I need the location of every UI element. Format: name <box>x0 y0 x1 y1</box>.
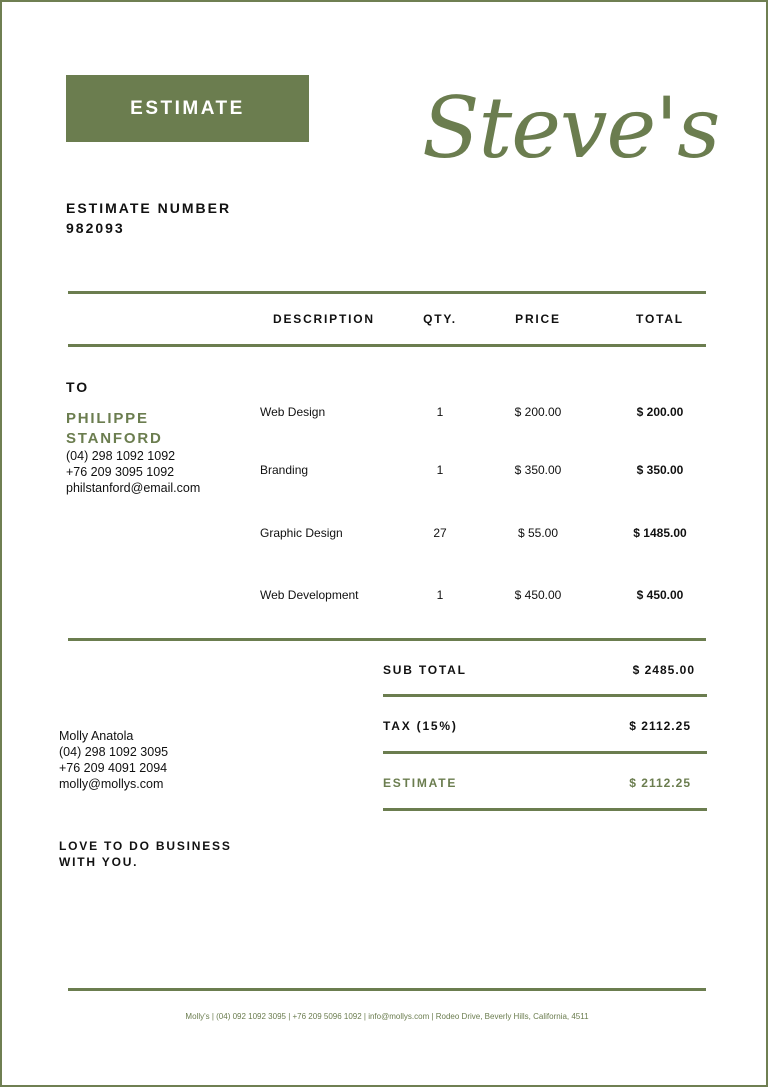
table-header-rule <box>68 344 706 347</box>
row-total: $ 350.00 <box>636 463 684 477</box>
estimate-badge: ESTIMATE <box>66 75 309 142</box>
estimate-total-rule <box>383 808 707 811</box>
row-price: $ 450.00 <box>514 588 562 602</box>
client-email: philstanford@email.com <box>66 481 201 495</box>
tax-rule <box>383 751 707 754</box>
row-qty: 1 <box>436 463 444 477</box>
client-phone-2: +76 209 3095 1092 <box>66 465 175 479</box>
sender-phone-2: +76 209 4091 2094 <box>59 761 168 775</box>
table-bottom-rule <box>68 638 706 641</box>
sender-email: molly@mollys.com <box>59 777 164 791</box>
tax-label: TAX (15%) <box>383 719 458 733</box>
estimate-number: 982093 <box>66 220 125 236</box>
row-price: $ 350.00 <box>514 463 562 477</box>
column-header-description: DESCRIPTION <box>273 312 375 326</box>
row-price: $ 55.00 <box>517 526 559 540</box>
footer-rule <box>68 988 706 991</box>
row-total: $ 1485.00 <box>633 526 687 540</box>
table-row <box>2 463 768 479</box>
table-top-rule <box>68 291 706 294</box>
estimate-total-label: ESTIMATE <box>383 776 458 790</box>
row-description: Branding <box>260 463 309 477</box>
footer-contact: Molly's | (04) 092 1092 3095 | +76 209 5096 1092 | info@mollys.com | Rodeo Drive, Beverly Hills, California, 4511 <box>185 1012 589 1021</box>
row-total: $ 200.00 <box>636 405 684 419</box>
row-description: Graphic Design <box>260 526 343 540</box>
table-row <box>2 588 768 604</box>
sender-contact <box>59 728 168 792</box>
subtotal-rule <box>383 694 707 697</box>
closing-line-1: LOVE TO DO BUSINESS <box>59 839 232 853</box>
table-row <box>2 405 768 421</box>
closing-line-2: WITH YOU. <box>59 855 139 869</box>
row-qty: 1 <box>436 405 444 419</box>
row-description: Web Design <box>260 405 326 419</box>
column-header-price: PRICE <box>515 312 561 326</box>
estimate-total-value: $ 2112.25 <box>629 776 691 790</box>
client-name-line1: PHILIPPE <box>66 410 149 427</box>
table-row <box>2 526 768 542</box>
subtotal-value: $ 2485.00 <box>632 663 695 677</box>
row-qty: 1 <box>436 588 444 602</box>
tax-value: $ 2112.25 <box>629 719 691 733</box>
column-header-total: TOTAL <box>636 312 684 326</box>
row-total: $ 450.00 <box>636 588 684 602</box>
sender-name: Molly Anatola <box>59 729 134 743</box>
closing-message <box>59 838 232 870</box>
to-label: TO <box>66 379 90 395</box>
subtotal-label: SUB TOTAL <box>383 663 467 677</box>
estimate-number-label: ESTIMATE NUMBER <box>66 200 232 216</box>
row-qty: 27 <box>433 526 447 540</box>
row-price: $ 200.00 <box>514 405 562 419</box>
column-header-qty: QTY. <box>423 312 457 326</box>
client-name-line2: STANFORD <box>66 430 163 447</box>
row-description: Web Development <box>260 588 359 602</box>
brand-logo: Steve's <box>422 79 720 177</box>
sender-phone-1: (04) 298 1092 3095 <box>59 745 169 759</box>
client-phone-1: (04) 298 1092 1092 <box>66 449 176 463</box>
